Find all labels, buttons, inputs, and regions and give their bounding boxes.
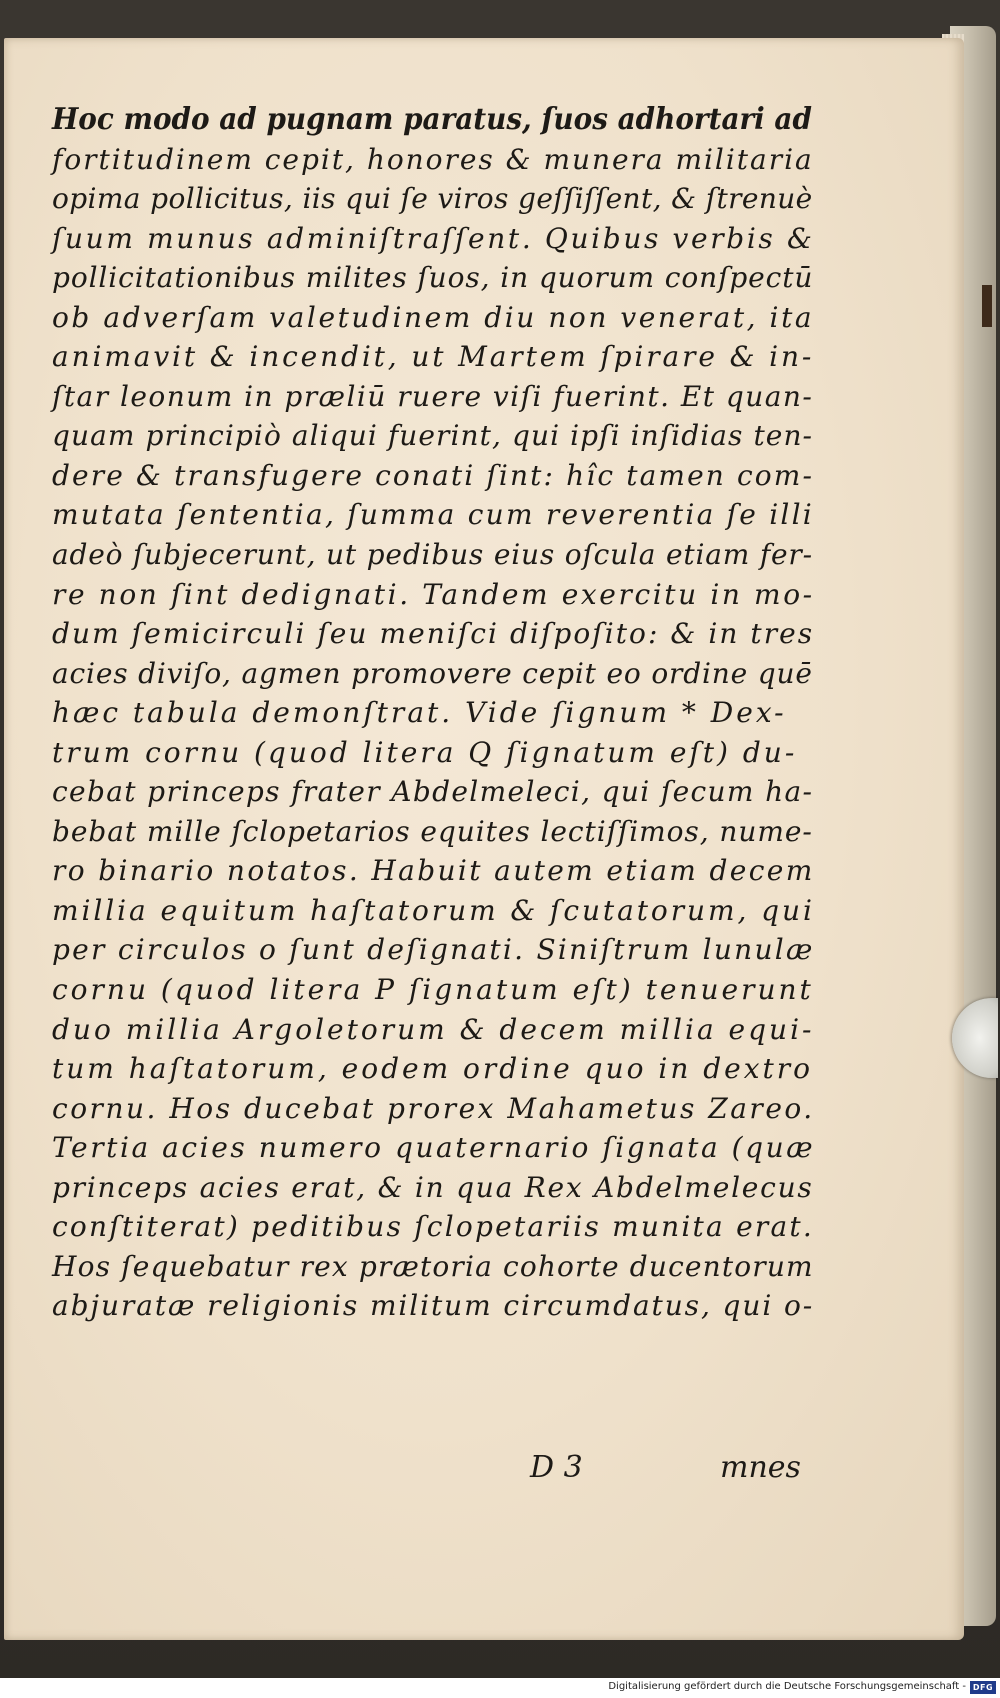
text-line: bebat mille ſclopetarios equites lectiſſimos, nume- bbox=[52, 814, 813, 848]
text-line: ſuum munus adminiſtraſſent. Quibus verbis & bbox=[52, 221, 815, 255]
text-line: per circulos o ſunt deſignati. Siniſtrum lunulæ bbox=[52, 933, 815, 967]
text-line: trum cornu (quod litera Q ſignatum eſt) du- bbox=[52, 735, 798, 769]
digitization-footer bbox=[0, 1678, 1000, 1698]
signature-mark: D 3 bbox=[530, 1450, 583, 1485]
text-line: dere & transfugere conati ſint: hîc tamen com- bbox=[52, 458, 815, 492]
catchword: mnes bbox=[720, 1450, 801, 1485]
latin-text-body bbox=[52, 100, 816, 1326]
text-line: cornu (quod litera P ſignatum eſt) tenuerunt bbox=[52, 973, 814, 1007]
bookmark-clip bbox=[982, 285, 992, 327]
text-line: adeò ſubjecerunt, ut pedibus eius oſcula etiam fer- bbox=[52, 538, 813, 572]
text-line: millia equitum haſtatorum & ſcutatorum, qui bbox=[52, 893, 815, 927]
text-line: dum ſemicirculi ſeu meniſci diſpoſito: & in tres bbox=[52, 617, 815, 651]
text-line: Hos ſequebatur rex prætoria cohorte ducentorum bbox=[52, 1249, 814, 1283]
text-line: Tertia acies numero quaternario ſignata (quæ bbox=[52, 1131, 816, 1165]
text-line: ſtar leonum in præliū ruere viſi fuerint. Et quan- bbox=[52, 379, 814, 413]
text-line: ro binario notatos. Habuit autem etiam decem bbox=[52, 854, 815, 888]
text-line: pollicitationibus milites ſuos, in quorum conſpectū bbox=[52, 261, 814, 295]
text-line: cebat princeps frater Abdelmeleci, qui ſecum ha- bbox=[52, 775, 814, 809]
text-line: conſtiterat) peditibus ſclopetariis munita erat. bbox=[52, 1210, 815, 1244]
text-line: hæc tabula demonſtrat. Vide ſignum * Dex- bbox=[52, 696, 787, 730]
text-line: mutata ſententia, ſumma cum reverentia ſe illi bbox=[52, 498, 814, 532]
text-line: duo millia Argoletorum & decem millia equi- bbox=[52, 1012, 815, 1046]
text-line: tum haſtatorum, eodem ordine quo in dextro bbox=[52, 1052, 814, 1086]
text-line: quam principiò aliqui fuerint, qui ipſi inſidias ten- bbox=[52, 419, 814, 453]
text-line: abjuratæ religionis militum circumdatus, qui o- bbox=[52, 1289, 815, 1323]
text-line: fortitudinem cepit, honores & munera militaria bbox=[52, 142, 814, 176]
text-line: re non ſint dedignati. Tandem exercitu in mo- bbox=[52, 577, 815, 611]
text-line: acies diviſo, agmen promovere cepit eo ordine quē bbox=[52, 656, 813, 690]
text-line: princeps acies erat, & in qua Rex Abdelmelecus bbox=[52, 1170, 814, 1204]
text-line: Hoc modo ad pugnam paratus, ſuos adhortari ad bbox=[52, 102, 812, 137]
text-line: cornu. Hos ducebat prorex Mahametus Zareo. bbox=[52, 1091, 815, 1125]
text-line: animavit & incendit, ut Martem ſpirare & in- bbox=[52, 340, 815, 374]
funding-credit: Digitalisierung gefördert durch die Deutsche Forschungsgemeinschaft - bbox=[608, 1681, 966, 1692]
text-line: opima pollicitus, iis qui ſe viros geſſiſſent, & ſtrenuè bbox=[52, 182, 813, 216]
text-line: ob adverſam valetudinem diu non venerat, ita bbox=[52, 300, 815, 334]
dfg-logo: DFG bbox=[970, 1681, 996, 1694]
